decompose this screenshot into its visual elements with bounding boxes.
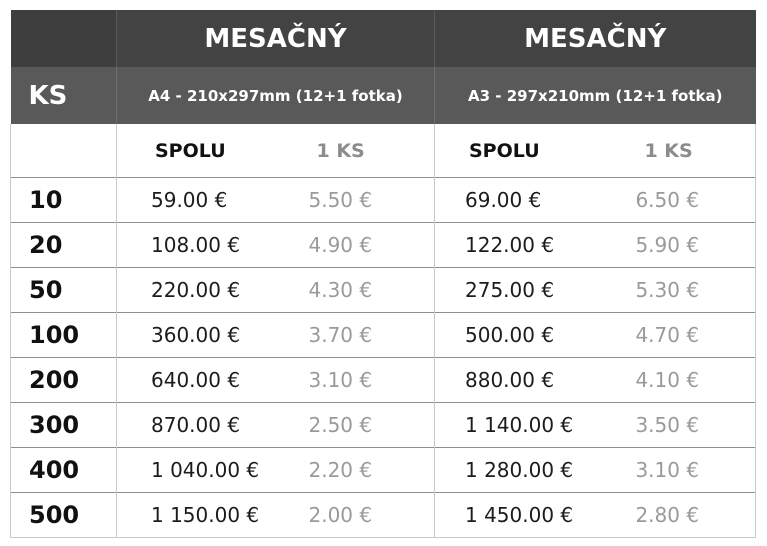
- col-b-subheader: [435, 124, 756, 178]
- col-a-unit-price: 2.20 €: [308, 458, 373, 482]
- qty-cell: 400: [11, 448, 117, 493]
- col-a-subheader: [117, 124, 435, 178]
- qty-cell: 10: [11, 178, 117, 223]
- col-b-cell: [435, 403, 756, 448]
- header-corner: [11, 10, 117, 67]
- col-b-total: 1 450.00 €: [465, 503, 574, 527]
- price-table-container: [10, 10, 755, 538]
- col-b-total: 1 280.00 €: [465, 458, 574, 482]
- col-b-unit-price: 5.30 €: [635, 278, 700, 302]
- col-b-total: 69.00 €: [465, 188, 542, 212]
- table-row: [11, 313, 756, 358]
- table-row: [11, 448, 756, 493]
- col-b-cell: [435, 493, 756, 538]
- col-b-unit-price: 3.10 €: [635, 458, 700, 482]
- qty-cell: 20: [11, 223, 117, 268]
- col-a-unit-price: 3.70 €: [308, 323, 373, 347]
- header-row-title: [11, 10, 756, 67]
- col-b-format: A3 - 297x210mm (12+1 fotka): [435, 67, 756, 124]
- col-b-unit-price: 4.10 €: [635, 368, 700, 392]
- ks-label: KS: [11, 67, 117, 124]
- col-b-unit-price: 3.50 €: [635, 413, 700, 437]
- col-a-unit-label: 1 KS: [316, 139, 365, 162]
- col-a-total: 220.00 €: [151, 278, 241, 302]
- col-a-format: A4 - 210x297mm (12+1 fotka): [117, 67, 435, 124]
- col-b-cell: [435, 268, 756, 313]
- col-a-unit-price: 4.90 €: [308, 233, 373, 257]
- col-a-total: 1 040.00 €: [151, 458, 260, 482]
- col-a-unit-price: 3.10 €: [308, 368, 373, 392]
- col-a-total: 108.00 €: [151, 233, 241, 257]
- col-a-total: 640.00 €: [151, 368, 241, 392]
- col-b-total: 122.00 €: [465, 233, 555, 257]
- col-b-cell: [435, 448, 756, 493]
- col-a-total: 1 150.00 €: [151, 503, 260, 527]
- col-a-title: MESAČNÝ: [117, 10, 435, 67]
- col-b-cell: [435, 223, 756, 268]
- col-b-unit-price: 2.80 €: [635, 503, 700, 527]
- qty-cell: 100: [11, 313, 117, 358]
- col-b-unit-label: 1 KS: [644, 139, 693, 162]
- table-row: [11, 178, 756, 223]
- col-b-cell: [435, 178, 756, 223]
- table-row: [11, 358, 756, 403]
- col-a-unit-price: 2.00 €: [308, 503, 373, 527]
- col-a-cell: [117, 493, 435, 538]
- col-a-unit-price: 4.30 €: [308, 278, 373, 302]
- qty-cell: 300: [11, 403, 117, 448]
- price-table: [10, 10, 756, 538]
- qty-cell: 200: [11, 358, 117, 403]
- col-b-cell: [435, 313, 756, 358]
- col-b-unit-price: 6.50 €: [635, 188, 700, 212]
- col-b-unit-price: 5.90 €: [635, 233, 700, 257]
- col-a-cell: [117, 313, 435, 358]
- header-row-sub: [11, 124, 756, 178]
- col-a-unit-price: 5.50 €: [308, 188, 373, 212]
- col-a-spolu-label: SPOLU: [155, 139, 226, 162]
- qty-cell: 500: [11, 493, 117, 538]
- col-b-title: MESAČNÝ: [435, 10, 756, 67]
- table-row: [11, 223, 756, 268]
- col-a-total: 360.00 €: [151, 323, 241, 347]
- table-row: [11, 403, 756, 448]
- col-b-cell: [435, 358, 756, 403]
- col-a-cell: [117, 268, 435, 313]
- col-b-total: 500.00 €: [465, 323, 555, 347]
- col-a-total: 870.00 €: [151, 413, 241, 437]
- col-a-cell: [117, 223, 435, 268]
- col-a-total: 59.00 €: [151, 188, 228, 212]
- col-a-cell: [117, 403, 435, 448]
- sub-header-blank: [11, 124, 117, 178]
- col-a-unit-price: 2.50 €: [308, 413, 373, 437]
- table-row: [11, 493, 756, 538]
- col-b-spolu-label: SPOLU: [469, 139, 540, 162]
- col-a-cell: [117, 358, 435, 403]
- col-b-total: 880.00 €: [465, 368, 555, 392]
- col-b-total: 275.00 €: [465, 278, 555, 302]
- table-row: [11, 268, 756, 313]
- header-row-format: [11, 67, 756, 124]
- col-b-unit-price: 4.70 €: [635, 323, 700, 347]
- col-a-cell: [117, 178, 435, 223]
- col-b-total: 1 140.00 €: [465, 413, 574, 437]
- col-a-cell: [117, 448, 435, 493]
- qty-cell: 50: [11, 268, 117, 313]
